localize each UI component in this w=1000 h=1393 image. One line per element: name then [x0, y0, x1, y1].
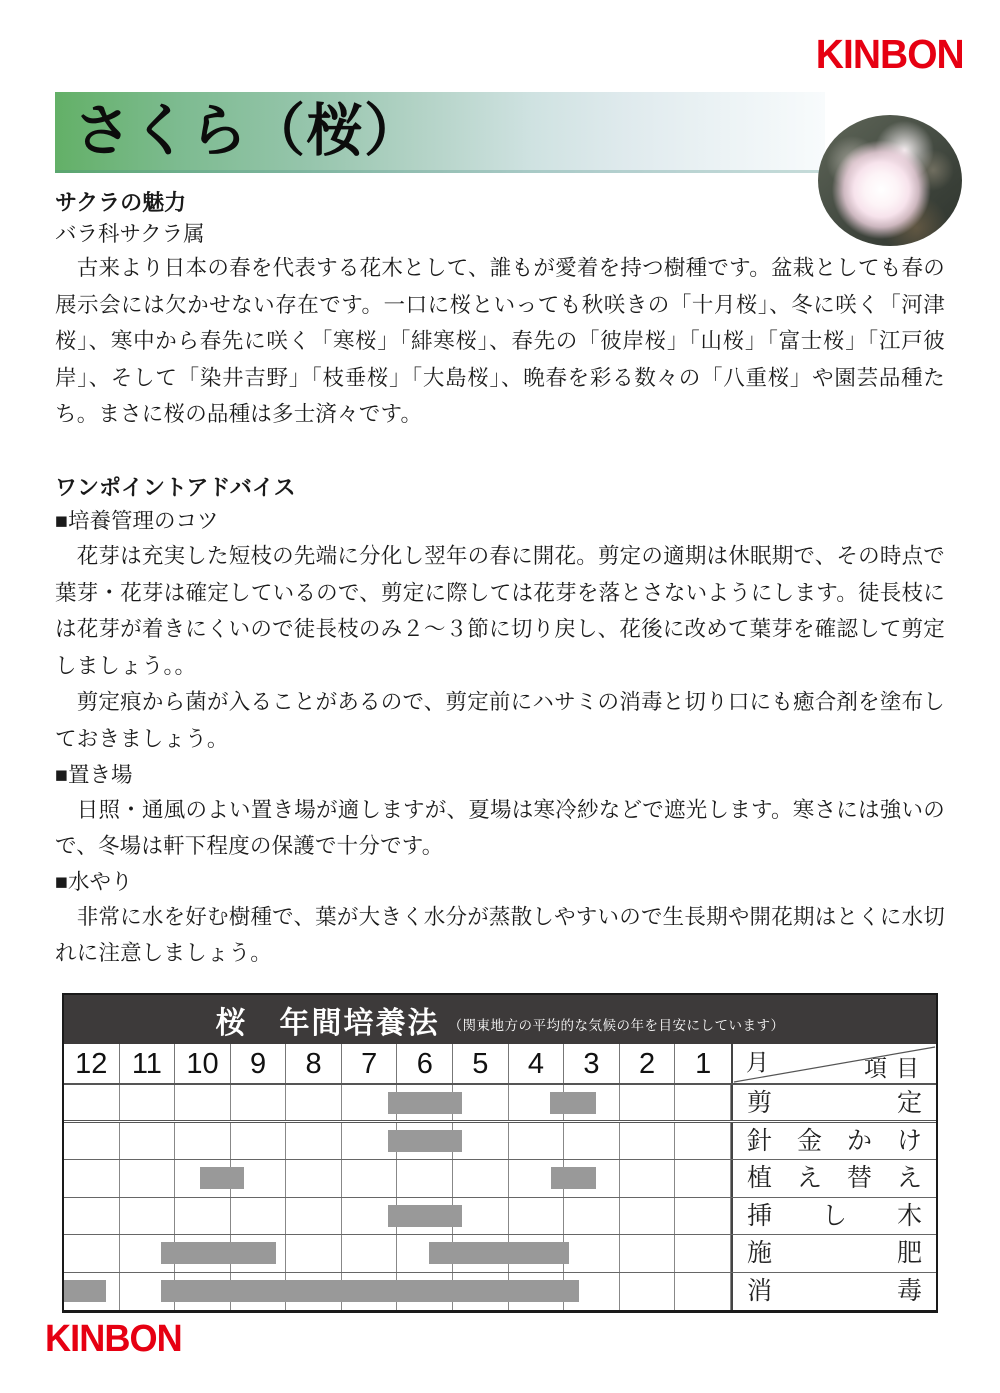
calendar-rows [64, 1085, 936, 1310]
month-cell: 2 [620, 1044, 676, 1083]
advice-paragraph: 非常に水を好む樹種で、葉が大きく水分が蒸散しやすいので生長期や開花期はとくに水切れに注意しましょう。 [55, 904, 945, 966]
month-cell: 7 [342, 1044, 398, 1083]
calendar-month-row [64, 1044, 936, 1085]
calendar-row [64, 1273, 936, 1311]
calendar-row-label: 施肥 [731, 1235, 936, 1272]
month-cell: 9 [231, 1044, 287, 1083]
activity-bar [64, 1280, 106, 1302]
grid-cell [342, 1235, 398, 1272]
month-cell: 8 [286, 1044, 342, 1083]
grid-cell [120, 1198, 176, 1235]
grid-cell [397, 1160, 453, 1197]
activity-bar [388, 1130, 462, 1152]
activity-bar [200, 1167, 244, 1189]
calendar-table [62, 993, 938, 1313]
advice-item-title: ■水やり [55, 869, 133, 894]
calendar-row-label: 挿し木 [731, 1198, 936, 1235]
grid-cell [231, 1085, 287, 1120]
title-banner [55, 92, 825, 173]
grid-cell [64, 1123, 120, 1160]
calendar-row [64, 1160, 936, 1198]
calendar-row-cells [64, 1235, 731, 1272]
grid-cell [620, 1085, 676, 1120]
kinbon-logo-top: KINBON [816, 31, 964, 77]
advice-section [55, 471, 945, 972]
grid-cell [564, 1235, 620, 1272]
month-cell: 6 [397, 1044, 453, 1083]
calendar-row-cells [64, 1198, 731, 1235]
calendar-row-cells [64, 1273, 731, 1311]
grid-cell [675, 1273, 731, 1311]
grid-cell [64, 1160, 120, 1197]
advice-item-title: ■培養管理のコツ [55, 509, 219, 533]
grid-cell [564, 1198, 620, 1235]
activity-bar [161, 1280, 578, 1302]
advice-paragraph: 日照・通風のよい置き場が適しますが、夏場は寒冷紗などで遮光します。寒さには強いので、冬場は軒下程度の保護で十分です。 [55, 797, 945, 859]
month-cell: 5 [453, 1044, 509, 1083]
calendar-row-label: 消毒 [731, 1273, 936, 1311]
grid-cell [175, 1123, 231, 1160]
calendar-row-label: 植え替え [731, 1160, 936, 1197]
corner-item-label: 項目 [864, 1055, 928, 1081]
advice-item-title: ■置き場 [55, 762, 133, 787]
advice-paragraph: 花芽は充実した短枝の先端に分化し翌年の春に開花。剪定の適期は休眠期で、その時点で葉芽・花芽は確定しているので、剪定に際しては花芽を落とさないようにします。徒長枝には花芽が着きにくいので徒長枝のみ２～３節に切り戻し、花後に改めて葉芽を確認して剪定しましょう。。 [55, 544, 945, 678]
month-cell: 4 [509, 1044, 565, 1083]
grid-cell [620, 1160, 676, 1197]
calendar-row-cells [64, 1085, 731, 1120]
grid-cell [675, 1085, 731, 1120]
calendar-row [64, 1235, 936, 1273]
grid-cell [675, 1198, 731, 1235]
activity-bar [551, 1167, 596, 1189]
grid-cell [286, 1198, 342, 1235]
corner-month-label: 月 [745, 1049, 769, 1075]
grid-cell [286, 1160, 342, 1197]
month-cell: 10 [175, 1044, 231, 1083]
activity-bar [550, 1092, 596, 1114]
grid-cell [175, 1198, 231, 1235]
grid-cell [675, 1123, 731, 1160]
advice-paragraph: 剪定痕から菌が入ることがあるので、剪定前にハサミの消毒と切り口にも癒合剤を塗布しておきましょう。 [55, 690, 945, 751]
calendar-row [64, 1123, 936, 1161]
grid-cell [175, 1085, 231, 1120]
grid-cell [64, 1198, 120, 1235]
page-title: さくら（桜） [74, 100, 422, 163]
grid-cell [620, 1273, 676, 1311]
calendar-title: 桜 年間培養法 [215, 1006, 440, 1040]
grid-cell [509, 1123, 565, 1160]
grid-cell [675, 1235, 731, 1272]
grid-cell [120, 1085, 176, 1120]
calendar-row-cells [64, 1160, 731, 1197]
activity-bar [429, 1242, 569, 1264]
grid-cell [120, 1123, 176, 1160]
calendar-row-label: 針金かけ [731, 1123, 936, 1160]
month-cell: 11 [120, 1044, 176, 1083]
intro-subheading: バラ科サクラ属 [55, 222, 205, 246]
month-cell: 12 [64, 1044, 120, 1083]
grid-cell [64, 1085, 120, 1120]
grid-cell [64, 1235, 120, 1272]
month-cell: 3 [564, 1044, 620, 1083]
calendar-row [64, 1085, 936, 1123]
kinbon-logo-bottom: KINBON [45, 1318, 182, 1360]
calendar-note: （関東地方の平均的な気候の年を目安にしています） [448, 1018, 785, 1033]
grid-cell [509, 1198, 565, 1235]
intro-section [55, 186, 945, 433]
grid-cell [675, 1160, 731, 1197]
grid-cell [286, 1123, 342, 1160]
calendar-row [64, 1198, 936, 1236]
calendar-row-cells [64, 1123, 731, 1160]
grid-cell [231, 1198, 287, 1235]
intro-paragraph: 古来より日本の春を代表する花木として、誰もが愛着を持つ樹種です。盆栽としても春の展示会には欠かせない存在です。一口に桜といっても秋咲きの「十月桜」、冬に咲く「河津桜」、寒中から春先に咲く「寒桜」「緋寒桜」、春先の「彼岸桜」「山桜」「富士桜」「江戸彼岸」、そして「染井吉野」「枝垂桜」「大島桜」、晩春を彩る数々の「八重桜」や園芸品種たち。まさに桜の品種は多士済々です。 [55, 256, 945, 427]
grid-cell [342, 1160, 398, 1197]
grid-cell [286, 1235, 342, 1272]
grid-cell [620, 1235, 676, 1272]
advice-items [55, 504, 945, 972]
advice-heading: ワンポイントアドバイス [55, 475, 296, 500]
grid-cell [620, 1198, 676, 1235]
grid-cell [564, 1123, 620, 1160]
grid-cell [120, 1160, 176, 1197]
calendar-header [64, 995, 936, 1044]
grid-cell [286, 1085, 342, 1120]
activity-bar [161, 1242, 276, 1264]
grid-cell [231, 1123, 287, 1160]
grid-cell [453, 1160, 509, 1197]
activity-bar [388, 1092, 462, 1114]
month-cell: 1 [695, 1048, 712, 1080]
intro-heading: サクラの魅力 [55, 190, 187, 215]
calendar-corner-cell [731, 1044, 936, 1083]
grid-cell [620, 1123, 676, 1160]
calendar-row-label: 剪定 [731, 1085, 936, 1120]
activity-bar [388, 1205, 462, 1227]
